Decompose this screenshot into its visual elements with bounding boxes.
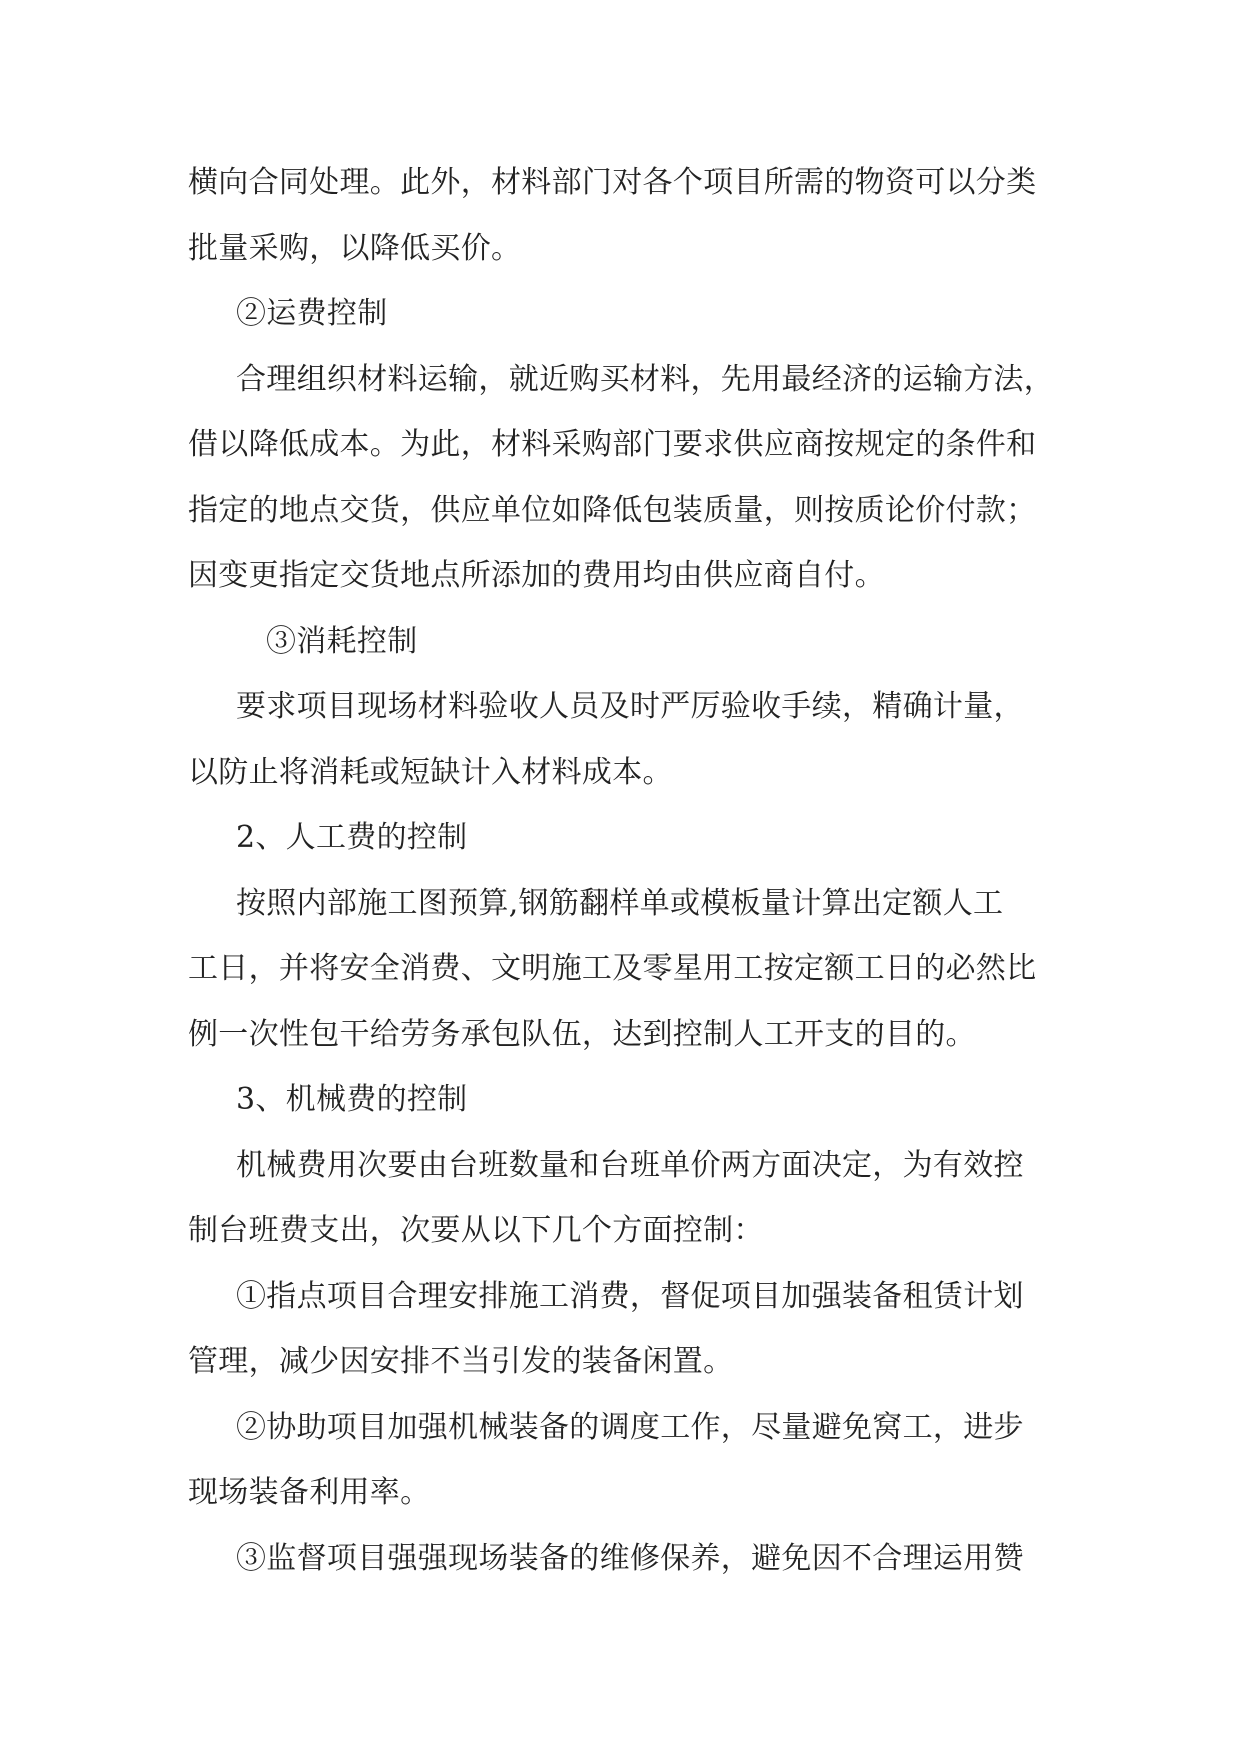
paragraph-line: 管理，减少因安排不当引发的装备闲置。 xyxy=(188,1344,734,1379)
paragraph-line: 现场装备利用率。 xyxy=(188,1475,431,1510)
paragraph-line: 以防止将消耗或短缺计入材料成本。 xyxy=(188,754,673,790)
paragraph-line: ①指点项目合理安排施工消费，督促项目加强装备租赁计划 xyxy=(236,1278,1024,1314)
paragraph-line: 借以降低成本。为此，材料采购部门要求供应商按规定的条件和 xyxy=(188,427,1037,462)
paragraph-line: 按照内部施工图预算,钢筋翻样单或模板量计算出定额人工 xyxy=(236,885,1004,921)
paragraph-line: 因变更指定交货地点所添加的费用均由供应商自付。 xyxy=(188,558,885,593)
paragraph-line: 工日，并将安全消费、文明施工及零星用工按定额工日的必然比 xyxy=(188,951,1037,986)
paragraph-line: ③监督项目强强现场装备的维修保养，避免因不合理运用赞 xyxy=(236,1540,1024,1576)
paragraph-line: 要求项目现场材料验收人员及时严厉验收手续，精确计量， xyxy=(236,689,1024,724)
paragraph-line: ②协助项目加强机械装备的调度工作，尽量避免窝工，进步 xyxy=(236,1409,1024,1445)
subheading: ②运费控制 xyxy=(236,296,388,331)
subheading: ③消耗控制 xyxy=(266,623,418,659)
section-heading: 2、人工费的控制 xyxy=(236,820,468,855)
section-heading: 3、机械费的控制 xyxy=(236,1082,468,1117)
paragraph-line: 制台班费支出，次要从以下几个方面控制： xyxy=(188,1213,764,1248)
document-body xyxy=(188,150,1058,1591)
paragraph-line: 合理组织材料运输，就近购买材料，先用最经济的运输方法， xyxy=(236,361,1055,397)
paragraph-line: 批量采购，以降低买价。 xyxy=(188,230,522,266)
paragraph-line: 横向合同处理。此外，材料部门对各个项目所需的物资可以分类 xyxy=(188,165,1037,200)
paragraph-line: 机械费用次要由台班数量和台班单价两方面决定，为有效控 xyxy=(236,1147,1024,1183)
paragraph-line: 指定的地点交货，供应单位如降低包装质量，则按质论价付款； xyxy=(188,492,1037,528)
paragraph-line: 例一次性包干给劳务承包队伍，达到控制人工开支的目的。 xyxy=(188,1016,976,1052)
